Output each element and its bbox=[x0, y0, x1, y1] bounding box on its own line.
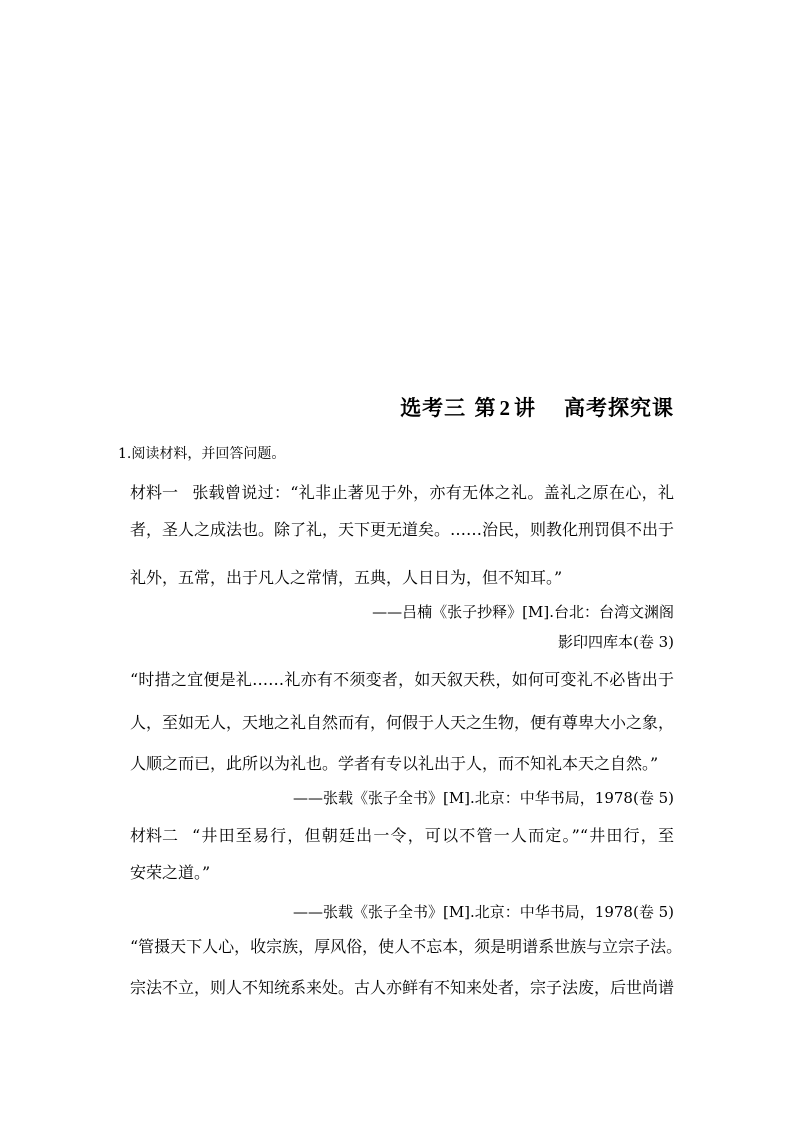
page-title bbox=[400, 392, 674, 422]
material-1-line-4: “时措之宜便是礼……礼亦有不须变者，如天叙天秩，如何可变礼不必皆出于 bbox=[130, 670, 674, 689]
material-1-line-6: 人顺之而已，此所以为礼也。学者有专以礼出于人，而不知礼本天之自然。” bbox=[130, 754, 659, 773]
title-part-1: 选考三 第 bbox=[400, 395, 497, 420]
title-lecture-number: 2 bbox=[499, 396, 511, 420]
material-2-source-1: ——张载《张子全书》[M].北京：中华书局，1978(卷 5) bbox=[292, 903, 674, 921]
material-2-line-2: 安荣之道。” bbox=[130, 863, 211, 882]
material-2-label: 材料二 bbox=[130, 826, 179, 845]
material-1-line-5: 人，至如无人，天地之礼自然而有，何假于人天之生物，便有尊卑大小之象， bbox=[130, 713, 675, 732]
material-1-line-2: 者，圣人之成法也。除了礼，天下更无道矣。……治民，则教化刑罚俱不出于 bbox=[130, 520, 675, 539]
material-1-label: 材料一 bbox=[130, 483, 179, 502]
material-2-text-1: “井田至易行，但朝廷出一令，可以不管一人而定。”“井田行，至 bbox=[192, 826, 674, 845]
material-1-line-1 bbox=[130, 480, 674, 503]
material-2-line-1 bbox=[130, 823, 674, 846]
material-2-line-3: “管摄天下人心，收宗族，厚风俗，使人不忘本，须是明谱系世族与立宗子法。 bbox=[130, 937, 683, 956]
material-1-source-1: ——吕楠《张子抄释》[M].台北：台湾文渊阁 bbox=[372, 603, 674, 621]
material-1-text-1: 张载曾说过：“礼非止著见于外，亦有无体之礼。盖礼之原在心，礼 bbox=[192, 483, 674, 502]
material-1-source-2: ——张载《张子全书》[M].北京：中华书局，1978(卷 5) bbox=[292, 789, 674, 807]
title-part-2: 讲 bbox=[514, 395, 536, 420]
material-1-line-3: 礼外，五常，出于凡人之常情，五典，人日日为，但不知耳。” bbox=[130, 568, 563, 587]
title-part-3: 高考探究课 bbox=[564, 395, 674, 420]
material-1-source-1-cont: 影印四库本(卷 3) bbox=[557, 633, 674, 651]
material-2-line-4: 宗法不立，则人不知统系来处。古人亦鲜有不知来处者，宗子法废，后世尚谱 bbox=[130, 978, 675, 997]
question-prompt: 1.阅读材料，并回答问题。 bbox=[118, 446, 286, 462]
